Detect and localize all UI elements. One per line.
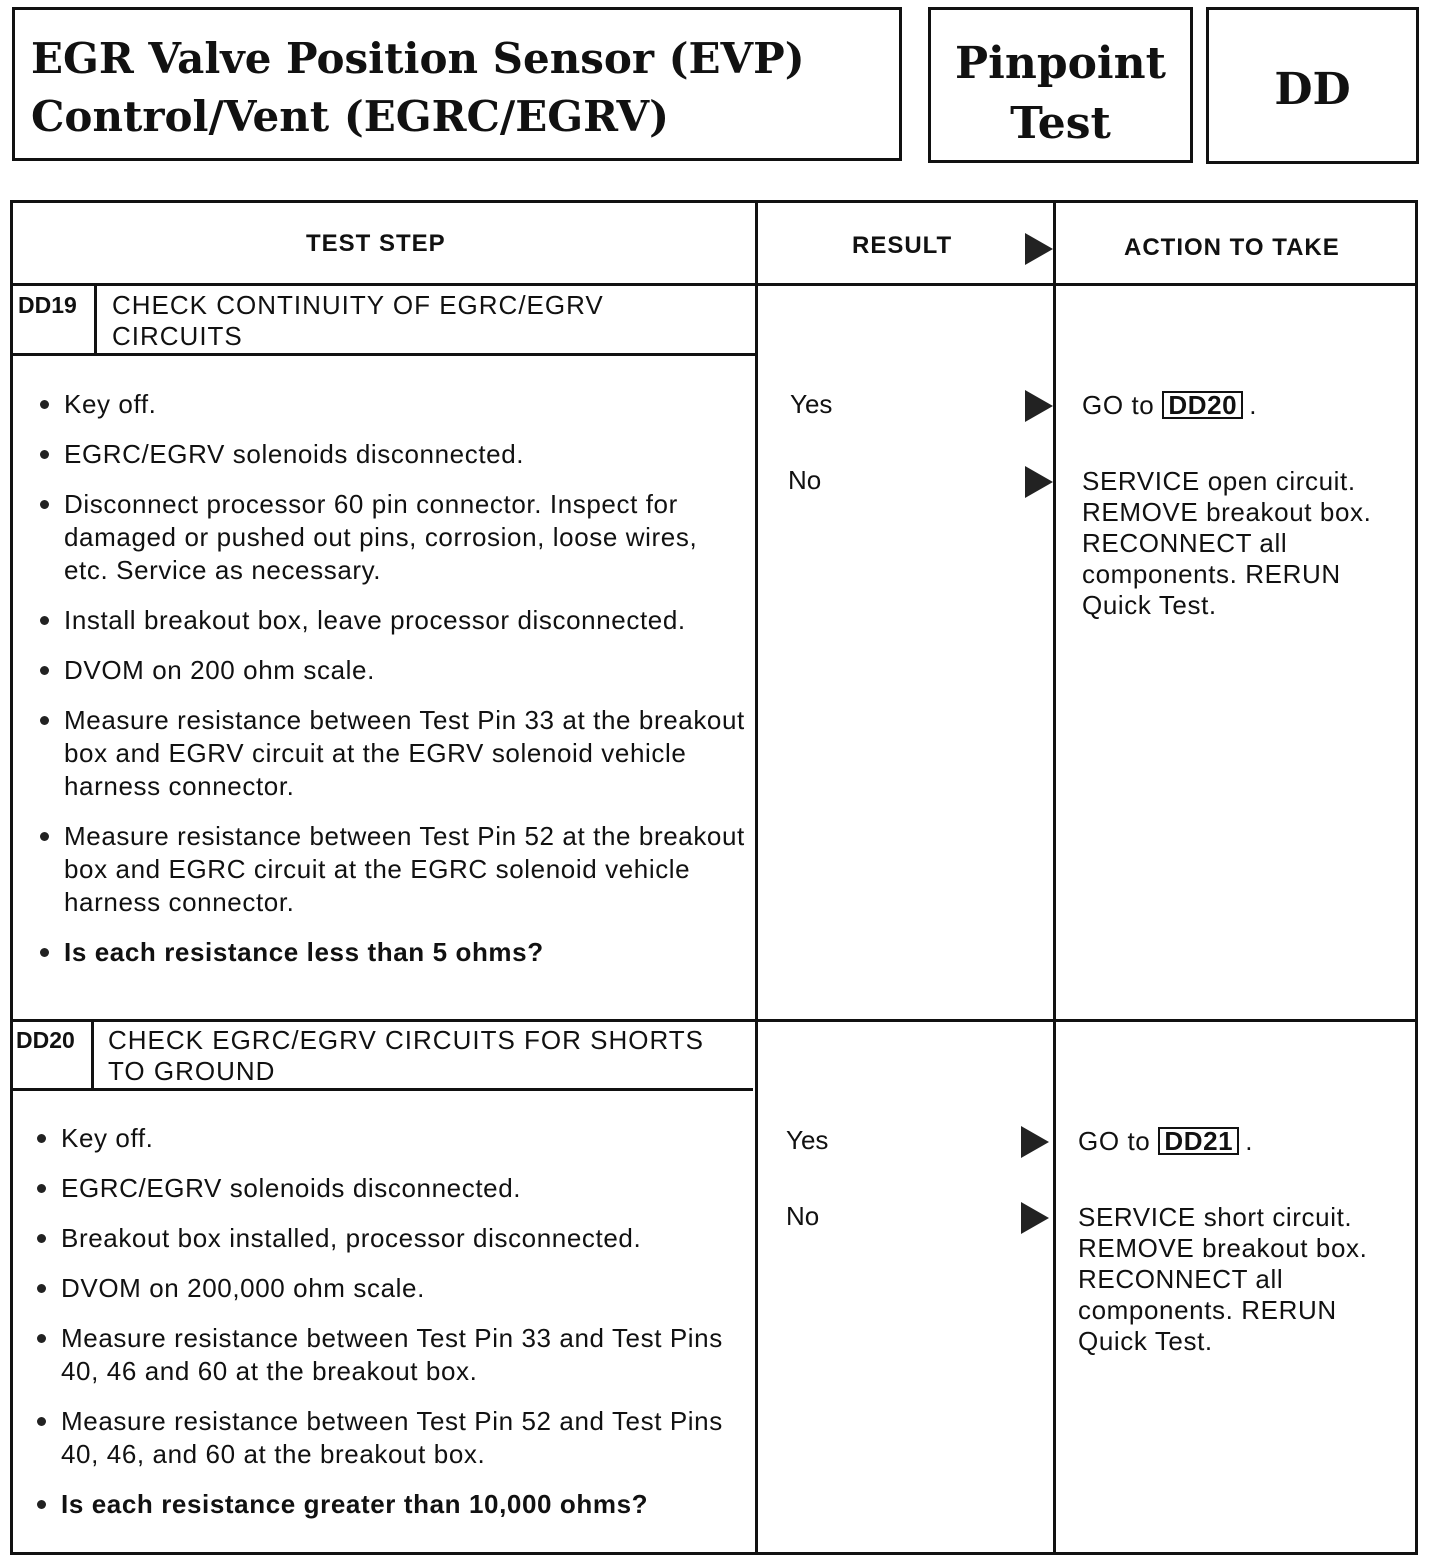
step-title-rule [12,1088,753,1091]
test-code: DD [1274,64,1351,115]
title-box [12,7,902,161]
title-line-1: EGR Valve Position Sensor (EVP) [31,34,805,83]
test-type-line-1: Pinpoint [955,38,1166,89]
instruction-item: EGRC/EGRV solenoids disconnected. [31,1172,743,1205]
instruction-item: Install breakout box, leave processor disconnected. [34,604,746,637]
column-header-action: ACTION TO TAKE [1124,234,1340,261]
step-id: DD20 [16,1027,75,1053]
result-arrow-icon [1025,233,1053,265]
result-label-no: No [788,465,822,495]
instruction-item: DVOM on 200,000 ohm scale. [31,1272,743,1305]
title-line-2: Control/Vent (EGRC/EGRV) [31,92,669,141]
action-goto-suffix: . [1245,1126,1254,1156]
instruction-item: Measure resistance between Test Pin 33 and Test Pins 40, 46 and 60 at the breakout box. [31,1322,743,1388]
instruction-item: Breakout box installed, processor disconnected. [31,1222,743,1255]
step-id: DD19 [18,292,77,318]
step-title: CHECK EGRC/EGRV CIRCUITS FOR SHORTS TO GROUND [108,1025,704,1086]
instruction-item: Disconnect processor 60 pin connector. Inspect for damaged or pushed out pins, corrosion, loose wires, etc. Service as necessary. [34,488,746,587]
header-rule [12,283,1417,286]
step-instructions [34,388,746,986]
test-code-box [1206,7,1419,164]
result-arrow-icon [1021,1202,1049,1234]
action-goto [1078,1126,1253,1157]
action-goto-suffix: . [1249,390,1258,420]
step-divider [12,1019,1417,1022]
step-title: CHECK CONTINUITY OF EGRC/EGRV CIRCUITS [112,290,604,351]
result-arrow-icon [1021,1126,1049,1158]
step-id-divider [94,286,97,354]
step-instructions [31,1122,743,1538]
result-arrow-icon [1025,390,1053,422]
instruction-item: Measure resistance between Test Pin 33 at the breakout box and EGRV circuit at the EGRV solenoid vehicle harness connector. [34,704,746,803]
action-service: SERVICE short circuit. REMOVE breakout box. RECONNECT all components. RERUN Quick Test. [1078,1202,1368,1356]
result-label-yes: Yes [786,1125,829,1155]
column-header-test-step: TEST STEP [306,230,446,257]
instruction-item: Measure resistance between Test Pin 52 and Test Pins 40, 46, and 60 at the breakout box. [31,1405,743,1471]
result-arrow-icon [1025,466,1053,498]
instruction-item: DVOM on 200 ohm scale. [34,654,746,687]
step-title-rule [12,353,757,356]
page-title [31,30,805,146]
result-label-no: No [786,1201,820,1231]
action-goto-text: GO to [1082,390,1155,420]
test-type-line-2: Test [1010,98,1111,149]
action-goto-text: GO to [1078,1126,1151,1156]
step-question: Is each resistance greater than 10,000 ohms? [31,1488,743,1521]
action-service: SERVICE open circuit. REMOVE breakout box. RECONNECT all components. RERUN Quick Test. [1082,466,1372,620]
result-label-yes: Yes [790,389,833,419]
step-question: Is each resistance less than 5 ohms? [34,936,746,969]
step-ref-dd20[interactable]: DD20 [1162,391,1243,419]
column-divider-result [755,202,758,1554]
column-divider-action [1053,202,1056,1554]
instruction-item: Key off. [34,388,746,421]
test-type-box [928,7,1193,163]
column-header-result: RESULT [852,232,953,259]
instruction-item: EGRC/EGRV solenoids disconnected. [34,438,746,471]
instruction-item: Measure resistance between Test Pin 52 at the breakout box and EGRC circuit at the EGRC solenoid vehicle harness connector. [34,820,746,919]
step-id-divider [91,1022,94,1089]
step-ref-dd21[interactable]: DD21 [1158,1127,1239,1155]
action-goto [1082,390,1257,421]
instruction-item: Key off. [31,1122,743,1155]
